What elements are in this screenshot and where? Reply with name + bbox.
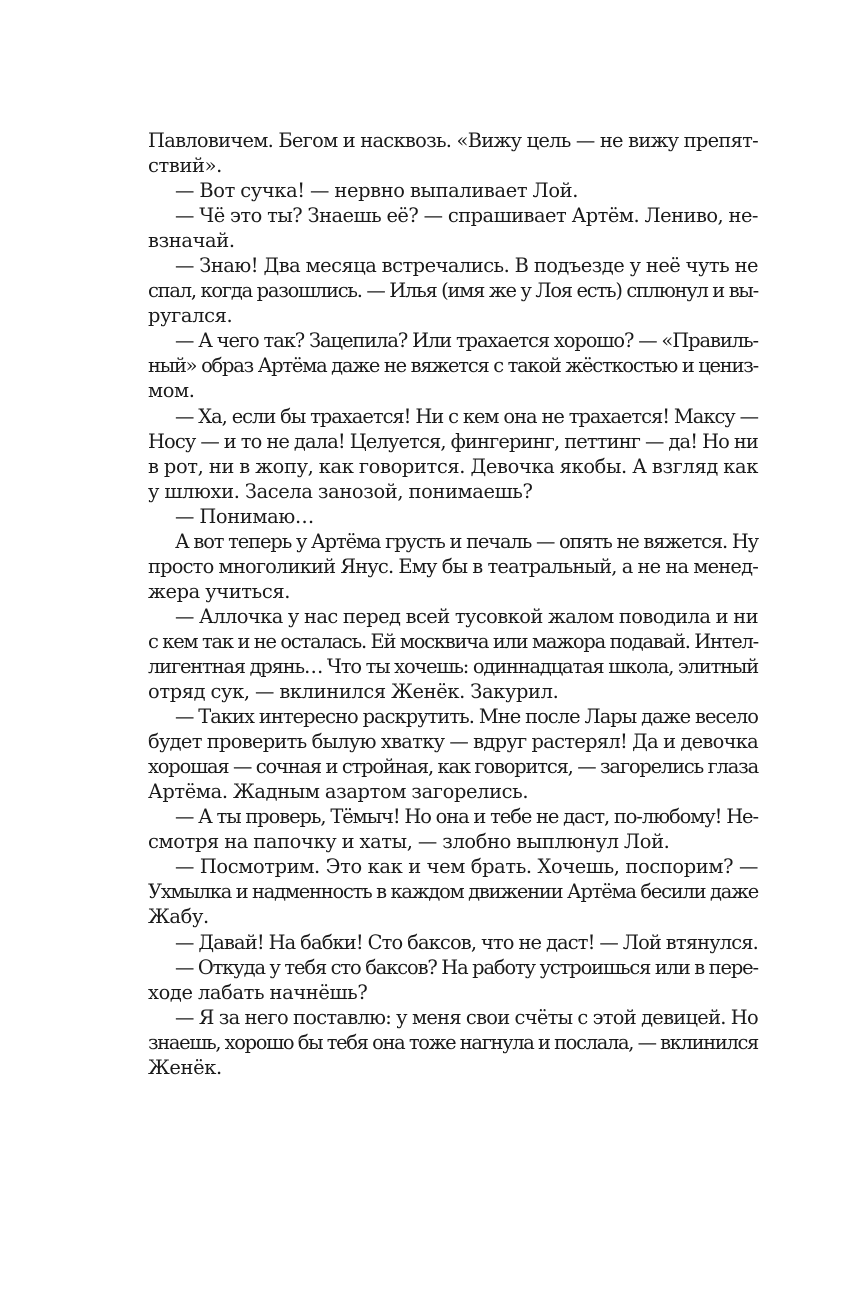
text-line: — Вот сучка! — нервно выпаливает Лой. [175, 179, 579, 203]
text-line: Носу — и то не дала! Целуется, фингеринг, петтинг — да! Но ни [148, 429, 758, 453]
text-line: просто многоликий Янус. Ему бы в театральный, а не на менед- [148, 554, 758, 578]
text-line: Женёк. [148, 1055, 222, 1079]
text-line: хорошая — сочная и стройная, как говорится, — загорелись глаза [148, 755, 758, 779]
text-line: — Чё это ты? Знаешь её? — спрашивает Артём. Лениво, не- [175, 204, 758, 228]
text-line: у шлюхи. Засела занозой, понимаешь? [148, 479, 533, 503]
text-line: знаешь, хорошо бы тебя она тоже нагнула и послала, — вклинился [148, 1030, 758, 1054]
text-line: — Давай! На бабки! Сто баксов, что не даст! — Лой втянулся. [175, 930, 758, 954]
text-line: лигентная дрянь… Что ты хочешь: одиннадцатая школа, элитный [148, 654, 758, 678]
text-line: — Откуда у тебя сто баксов? На работу устроишься или в пере- [175, 955, 758, 979]
text-line: — Посмотрим. Это как и чем брать. Хочешь, поспорим? — [175, 855, 758, 879]
text-line: в рот, ни в жопу, как говорится. Девочка якобы. А взгляд как [148, 454, 758, 478]
text-line: взначай. [148, 229, 235, 253]
text-line: — Понимаю… [175, 504, 314, 528]
body-text [148, 128, 758, 1080]
text-line: смотря на папочку и хаты, — злобно выплюнул Лой. [148, 830, 670, 854]
text-line: отряд сук, — вклинился Женёк. Закурил. [148, 680, 559, 704]
text-line: ходе лабать начнёшь? [148, 980, 368, 1004]
text-line: Артёма. Жадным азартом загорелись. [148, 780, 529, 804]
text-line: ругался. [148, 304, 233, 328]
text-line: ствий». [148, 154, 222, 178]
text-line: — А чего так? Зацепила? Или трахается хорошо? — «Правиль- [175, 329, 758, 353]
text-line: Павловичем. Бегом и насквозь. «Вижу цель — не вижу препят- [148, 129, 758, 152]
text-line: — Я за него поставлю: у меня свои счёты с этой девицей. Но [175, 1005, 758, 1029]
text-line: Ухмылка и надменность в каждом движении Артёма бесили даже [148, 880, 758, 904]
text-line: с кем так и не осталась. Ей москвича или мажора подавай. Интел- [148, 629, 758, 653]
text-line: ный» образ Артёма даже не вяжется с такой жёсткостью и цениз- [148, 354, 758, 378]
text-line: Жабу. [148, 905, 209, 929]
text-line: — А ты проверь, Тёмыч! Но она и тебе не даст, по-любому! Не- [175, 805, 758, 829]
text-line: будет проверить былую хватку — вдруг растерял! Да и девочка [148, 730, 758, 754]
text-line: мом. [148, 379, 195, 403]
text-line: — Ха, если бы трахается! Ни с кем она не трахается! Максу — [175, 404, 758, 428]
text-line: жера учиться. [148, 579, 291, 603]
text-line: А вот теперь у Артёма грусть и печаль — опять не вяжется. Ну [175, 529, 758, 553]
text-line: — Знаю! Два месяца встречались. В подъезде у неё чуть не [175, 254, 758, 278]
text-line: — Таких интересно раскрутить. Мне после Лары даже весело [175, 705, 758, 729]
text-line: спал, когда разошлись. — Илья (имя же у Лоя есть) сплюнул и вы- [148, 279, 758, 303]
text-line: — Аллочка у нас перед всей тусовкой жалом поводила и ни [175, 604, 758, 628]
